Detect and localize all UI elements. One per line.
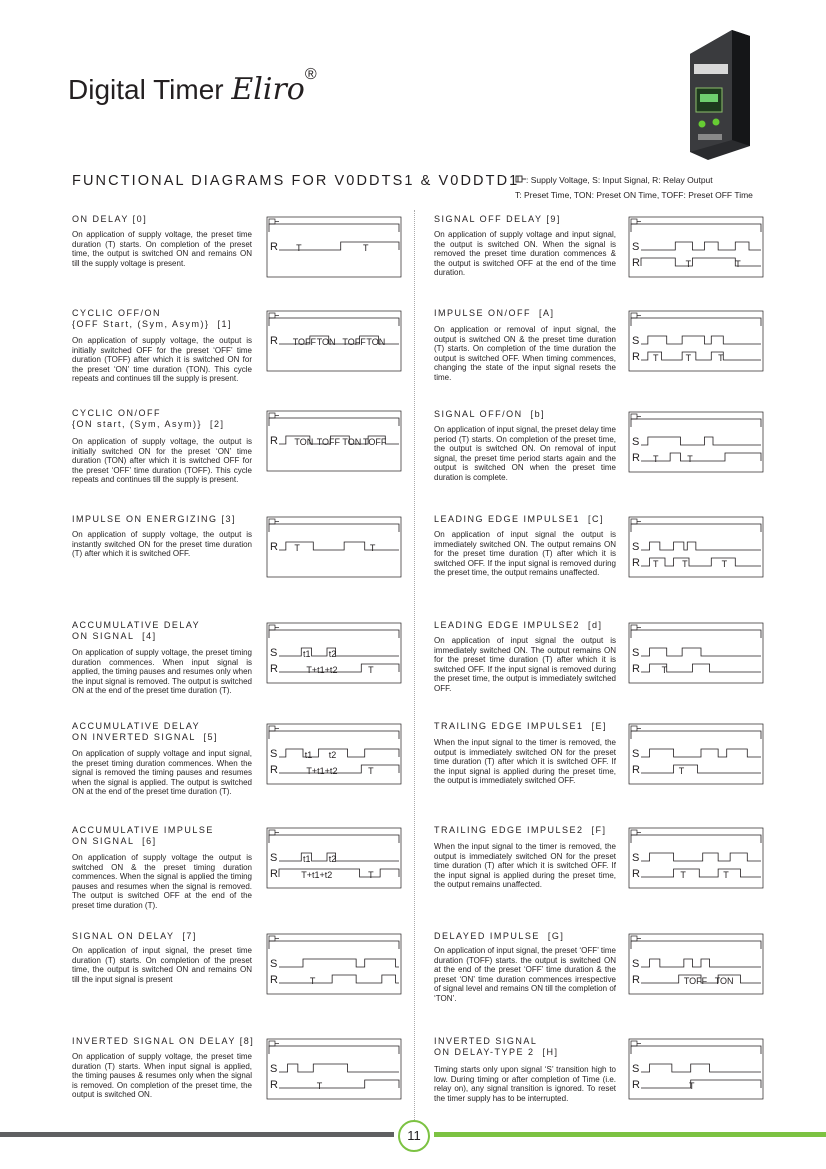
signal-label: S	[632, 241, 640, 253]
time-label: TON	[342, 437, 362, 447]
section-title: TRAILING EDGE IMPULSE2 [F]	[434, 825, 607, 835]
section-description: On application of supply voltage, the preset time duration (T) starts. When input signal is applied, the timing pauses & resumes only when the signal is removed. On completion of the preset time, the output is switched ON.	[72, 1052, 252, 1100]
signal-label: S	[632, 748, 640, 760]
section-title: ON DELAY [0]	[72, 214, 148, 224]
time-label: T	[685, 259, 692, 269]
section-description: On application of supply voltage, the output is initially switched ON for the preset ‘ON’ time duration (TON) after which it is switched OFF for the preset ‘OFF’ time duration (TOFF). This cycle repeats and continues till the supply is present.	[72, 437, 252, 485]
relay-label: R	[270, 868, 278, 880]
time-label: TOFF	[683, 976, 708, 986]
timing-diagram	[263, 516, 403, 580]
legend	[515, 173, 753, 203]
diagram-frame	[267, 1039, 401, 1099]
center-divider	[414, 210, 415, 1122]
section-title: ACCUMULATIVE IMPULSE ON SIGNAL [6]	[72, 825, 214, 846]
diagram-frame	[629, 724, 763, 784]
time-label: TON	[316, 337, 336, 347]
timing-diagram	[263, 622, 403, 686]
time-label: T	[735, 259, 741, 269]
time-label: T	[368, 870, 374, 880]
time-label: T	[363, 243, 369, 253]
section-description: On application of supply voltage and input signal, the output is switched ON. When the signal is removed the preset time duration commences & the output is switched OFF at the end of the time duration.	[434, 230, 616, 278]
time-label: T	[721, 559, 728, 569]
signal-label: S	[270, 748, 278, 760]
brand-title-main: Digital Timer	[68, 74, 232, 105]
signal-label: S	[632, 436, 640, 448]
relay-label: R	[270, 541, 278, 553]
page-heading: FUNCTIONAL DIAGRAMS FOR V0DDTS1 & V0DDTD1	[72, 173, 520, 189]
signal-label: S	[270, 958, 278, 970]
time-label: T	[296, 243, 302, 253]
time-label: TON	[366, 337, 386, 347]
section-title: SIGNAL OFF DELAY [9]	[434, 214, 561, 224]
relay-label: R	[632, 257, 640, 269]
relay-label: R	[270, 974, 278, 986]
time-label: T+t1+t2	[306, 766, 338, 776]
timing-diagram	[625, 622, 765, 686]
relay-label: R	[270, 435, 278, 447]
time-label: T	[368, 665, 374, 675]
signal-label: S	[270, 1063, 278, 1075]
diagram-frame	[629, 623, 763, 683]
time-label: t1	[303, 854, 311, 864]
legend-line-1: : Supply Voltage, S: Input Signal, R: Relay Output	[515, 173, 753, 188]
diagram-frame	[629, 412, 763, 472]
timing-diagram	[625, 933, 765, 997]
diagram-frame	[629, 311, 763, 371]
time-label: T	[687, 454, 693, 464]
section-description: On application of input signal, the preset ‘OFF’ time duration (TOFF) starts. the output is switched ON at the end of the preset ‘OFF’ time duration & the preset ‘ON’ time duration commences irrespective of signal level and remains ON till the completion of ‘TON’.	[434, 946, 616, 1003]
time-label: t2	[328, 854, 337, 864]
timing-diagram	[263, 1038, 403, 1102]
time-label: T	[653, 559, 659, 569]
section-title: CYCLIC OFF/ON {OFF Start, (Sym, Asym)} [1]	[72, 308, 233, 329]
section-description: On application of input signal, the preset delay time period (T) starts. On completion of the preset time, the output is switched ON. On removal of input signal, the preset time period starts again and the output is switched ON when the preset time duration is complete.	[434, 425, 616, 482]
time-label: T	[316, 1081, 323, 1091]
relay-label: R	[632, 1079, 640, 1091]
time-label: T	[718, 353, 724, 363]
diagram-frame	[629, 828, 763, 888]
product-photo	[676, 24, 758, 164]
timing-diagram	[263, 216, 403, 280]
time-label: TOFF	[342, 337, 366, 347]
time-label: TON	[294, 437, 314, 447]
timing-diagram	[263, 933, 403, 997]
time-label: t1	[303, 649, 311, 659]
time-label: T	[682, 559, 688, 569]
signal-label: S	[270, 852, 278, 864]
diagram-frame	[267, 517, 401, 577]
time-label: t2	[328, 649, 337, 659]
section-description: On application of supply voltage and input signal, the preset timing duration commences. When the signal is removed the timing pauses and resumes when the signal is applied. The output is switched ON at the end of the preset time duration (T).	[72, 749, 252, 797]
section-description: When the input signal to the timer is removed, the output is immediately switched ON for the preset time duration (T) after which it is switched OFF. If the input signal is applied during the preset time, the output remains unaffected.	[434, 842, 616, 890]
signal-label: S	[270, 647, 278, 659]
relay-label: R	[632, 868, 640, 880]
time-label: T+t1+t2	[306, 665, 338, 675]
diagram-frame	[267, 217, 401, 277]
relay-label: R	[270, 663, 278, 675]
signal-label: S	[632, 852, 640, 864]
timing-diagram	[625, 310, 765, 374]
section-title: ACCUMULATIVE DELAY ON INVERTED SIGNAL [5]	[72, 721, 219, 742]
signal-label: S	[632, 958, 640, 970]
time-label: T	[689, 1081, 695, 1091]
section-description: On application or removal of input signal, the output is switched ON & the preset time duration (T) starts. On completion of the time duration the output is switched OFF. When timing commences, changing the state of the input signal resets the time.	[434, 325, 616, 382]
time-label: t2	[328, 750, 337, 760]
time-label: TON	[714, 976, 734, 986]
relay-label: R	[632, 764, 640, 776]
time-label: T	[678, 766, 685, 776]
relay-label: R	[270, 764, 278, 776]
signal-label: S	[632, 541, 640, 553]
section-title: IMPULSE ON/OFF [A]	[434, 308, 555, 318]
time-label: T	[661, 665, 668, 675]
timing-diagram	[625, 723, 765, 787]
time-label: T	[369, 543, 376, 553]
time-label: T	[309, 976, 316, 986]
section-title: CYCLIC ON/OFF {ON start, (Sym, Asym)} [2]	[72, 408, 225, 429]
section-description: Timing starts only upon signal ‘S’ transition high to low. During timing or after completion of Time (i.e. relay on), any signal transition is ignored. To reset the timer supply has to be interrupted.	[434, 1065, 616, 1103]
relay-label: R	[270, 241, 278, 253]
time-label: T+t1+t2	[301, 870, 333, 880]
section-description: On application of input signal, the preset time duration (T) starts. On completion of the preset time, the output is switched ON and remains ON till the input signal is present	[72, 946, 252, 984]
section-title: TRAILING EDGE IMPULSE1 [E]	[434, 721, 608, 731]
timing-diagram	[625, 516, 765, 580]
section-title: SIGNAL OFF/ON [b]	[434, 409, 546, 419]
timing-diagram	[625, 411, 765, 475]
section-description: On application of supply voltage, the preset timing duration commences. When input signal is applied, the timing pauses and resumes only when the input signal is removed. The output is switched ON at the end of the preset time duration (T).	[72, 648, 252, 696]
relay-label: R	[632, 452, 640, 464]
footer-bar-left	[0, 1132, 394, 1137]
signal-label: S	[632, 1063, 640, 1075]
section-title: DELAYED IMPULSE [G]	[434, 931, 565, 941]
section-title: LEADING EDGE IMPULSE2 [d]	[434, 620, 603, 630]
section-title: IMPULSE ON ENERGIZING [3]	[72, 514, 237, 524]
legend-line-2: T: Preset Time, TON: Preset ON Time, TOFF: Preset OFF Time	[515, 190, 753, 200]
signal-label: S	[632, 647, 640, 659]
section-title: INVERTED SIGNAL ON DELAY-TYPE 2 [H]	[434, 1036, 559, 1057]
supply-voltage-icon	[515, 175, 526, 183]
time-label: T	[680, 870, 686, 880]
footer-bar-right	[434, 1132, 826, 1137]
time-label: TOFF	[292, 337, 317, 347]
relay-label: R	[632, 974, 640, 986]
brand-title-script: Eliro	[231, 72, 305, 107]
section-title: INVERTED SIGNAL ON DELAY [8]	[72, 1036, 255, 1046]
brand-title	[68, 66, 317, 107]
section-description: On application of supply voltage, the output is instantly switched ON for the preset time duration (T) after which it is switched OFF.	[72, 530, 252, 559]
timing-diagram	[625, 216, 765, 280]
section-description: On application of input signal the output is immediately switched ON. The output remains ON for the preset time duration (T) after which it is switched OFF. If the input signal is removed during the preset time, the output is immediately switched OFF.	[434, 636, 616, 693]
time-label: TOFF	[363, 437, 387, 447]
time-label: T	[294, 543, 300, 553]
time-label: T	[653, 353, 659, 363]
section-description: On application of supply voltage, the output is initially switched OFF for the preset ‘OFF’ time duration (TOFF) after which it is switched ON for the preset ‘ON’ time duration (TON). This cycle repeats and continues till the supply is present.	[72, 336, 252, 384]
section-description: On application of input signal the output is immediately switched ON. The output remains ON for the preset time duration (T) after which it is switched OFF. If the input signal is removed during the preset time, the output remains unaffected.	[434, 530, 616, 578]
section-title: ACCUMULATIVE DELAY ON SIGNAL [4]	[72, 620, 201, 641]
relay-label: R	[632, 557, 640, 569]
timing-diagram	[625, 827, 765, 891]
section-title: LEADING EDGE IMPULSE1 [C]	[434, 514, 605, 524]
page-number: 11	[398, 1120, 430, 1152]
signal-label: S	[632, 335, 640, 347]
time-label: t1	[304, 750, 313, 760]
section-description: On application of supply voltage, the preset time duration (T) starts. On completion of the preset time, the output is switched ON and remains ON till the supply voltage is present.	[72, 230, 252, 268]
time-label: T	[685, 353, 692, 363]
relay-label: R	[270, 335, 278, 347]
diagram-frame	[629, 217, 763, 277]
timing-diagram	[263, 310, 403, 374]
timing-diagram	[263, 723, 403, 787]
relay-label: R	[632, 663, 640, 675]
time-label: T	[368, 766, 374, 776]
time-label: T	[653, 454, 659, 464]
time-label: T	[723, 870, 729, 880]
diagram-frame	[267, 934, 401, 994]
relay-label: R	[632, 351, 640, 363]
section-title: SIGNAL ON DELAY [7]	[72, 931, 197, 941]
timing-diagram	[263, 410, 403, 474]
section-description: When the input signal to the timer is removed, the output is immediately switched ON for the preset time duration (T) after which it is switched OFF. If the input signal is applied during the preset time, the output is immediately switched OFF.	[434, 738, 616, 786]
timing-diagram	[263, 827, 403, 891]
relay-label: R	[270, 1079, 278, 1091]
section-description: On application of supply voltage the output is switched ON & the preset timing duration commences. When the signal is applied the timing pauses and resumes when the signal is removed. The output is switched OFF at the end of the preset time duration (T).	[72, 853, 252, 910]
diagram-frame	[629, 1039, 763, 1099]
time-label: TOFF	[316, 437, 341, 447]
registered-mark: ®	[304, 66, 317, 83]
timing-diagram	[625, 1038, 765, 1102]
